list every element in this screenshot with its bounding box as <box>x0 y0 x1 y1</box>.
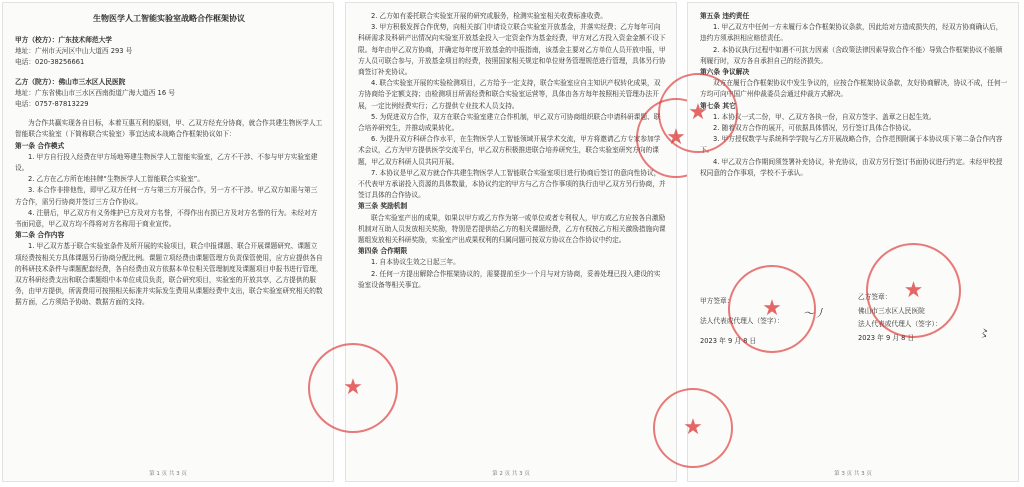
page-3-footer: 第 3 页 共 3 页 <box>834 471 872 477</box>
page-2-content <box>358 11 666 291</box>
party-b-signature: 〻 <box>978 327 989 340</box>
section-4-item-1: 1. 自本协议生效之日起三年。 <box>371 258 460 267</box>
section-2-item-4: 4. 联合实验室开展的实验检测项目，乙方给予一定支持，联合实验室应自主知识产权转化成果，双方协商给予定额支持；由检测项目所需经费和联合实验室运营等，具体由各方每年按照相关管理办法开展，一定比例经费实行；乙方提供专业技术人员支持。 <box>358 79 661 110</box>
page-2-footer: 第 2 页 共 3 页 <box>492 471 530 477</box>
section-7-item-4: 4. 甲乙双方合作期间须签署补充协议，补充协议，由双方另行签订书面协议进行约定。未经甲校授权同意的合作事项，学校不予承认。 <box>700 157 1003 177</box>
section-5-item-2: 2. 本协议执行过程中如遇不可抗力因素（含政策法律因素导致合作不能）导致合作框架协议不能顺利履行时，双方各自承担自己的经济损失。 <box>700 45 1003 65</box>
document-title: 生物医学人工智能实验室战略合作框架协议 <box>93 14 245 23</box>
section-2-item-6: 6. 为提升双方科研合作水平，在生物医学人工智能领域开展学术交流，甲方将邀请乙方专家参加学术会议，乙方为甲方提供医学交流平台，甲乙双方积极推进联合培养研究生，联合实验室研究方向的课题，甲乙双方科研人员共同开展。 <box>358 135 661 166</box>
section-2-item-3: 3. 甲方积极发挥合作优势，向相关部门申请设立联合实验室开放基金，并落实经费；乙方每年可向科研需求及科研产出情况向实验室开放基金投入一定资金作为基金经费，甲方对乙方投入资金金额不设下限。每年由甲乙双方协商，并确定每年度开放基金的申报指南，该基金主要对乙方单位人员开放申报，甲方人员可联合参与，开放基金项目的经费，按照国家相关规定和单位财务管理规范进行管理，具体另行协商签订补充协议。 <box>358 23 666 77</box>
section-3-item-1: 联合实验室产出的成果，如果以甲方或乙方作为第一或单位或者专利权人，甲方或乙方应按各自激励机制对互助人员发放相关奖励，特别是若提供给乙方的相关课题经费，乙方有权按乙方相关激励措施向课题组发放相关科研奖励，实验室产出成果权利的归属问题可按双方协议在合作协议中约定。 <box>358 213 666 245</box>
party-b-representative-label: 法人代表或代理人（签字）： <box>858 320 942 328</box>
page-1 <box>2 2 334 482</box>
section-2-item-5: 5. 为促进双方合作，双方在联合实验室建立合作机制，甲乙双方可协商组织联合申请科研课题、联合培养研究生，并推动成果转化。 <box>358 112 661 133</box>
page-3-content <box>700 11 1008 179</box>
section-6-item-1: 双方在履行合作框架协议中发生争议的，应按合作框架协议条款，友好协商解决，协议不成，任何一方均可向中国广州仲裁委员会通过仲裁方式解决。 <box>700 79 1008 99</box>
section-3-title: 第三条 奖励机制 <box>358 202 408 211</box>
section-7-item-1: 1. 本协议一式二份，甲、乙双方各执一份，自双方签字、盖章之日起生效。 <box>713 112 936 121</box>
party-b-phone: 电话：0757-87813229 <box>15 100 89 109</box>
party-b-seal-label: 乙方签章： <box>858 293 892 301</box>
seal-stamp-edge: ★ <box>636 98 716 178</box>
section-1-item-4: 4. 注册后，甲乙双方有义务维护已方及对方名誉，不得作出有损已方及对方名誉的行为。未经对方书面同意，甲乙双方均不得将对方名称用于商业宣传。 <box>15 208 318 229</box>
section-1-item-3: 3. 本合作非排他性，即甲乙双方任何一方与第三方开展合作，另一方不干涉。甲乙双方如需与第三方合作，需另行协商并签订三方合作协议。 <box>15 186 318 206</box>
section-7-title: 第七条 其它 <box>700 101 736 110</box>
section-1-item-1: 1. 甲方自行投入经费在甲方场地筹建生物医学人工智能实验室，乙方不干涉、不参与甲方实验室建设。 <box>15 152 318 173</box>
section-2-item-7: 7. 本协议是甲乙双方就合作共建生物医学人工智能联合实验室项目进行协商后签订的意向性协议，不代表甲方承诺投入资源的具体数量，本协议约定的甲方与乙方合作事项的执行由甲乙双方另行协商，并签订具体的合作协议。 <box>358 168 666 200</box>
party-a-date: 2023 年 9 月 8 日 <box>700 337 757 345</box>
section-2-title: 第二条 合作内容 <box>15 231 65 240</box>
party-a-official-seal: ★ <box>728 265 816 353</box>
seal-stamp-bottom-edge: ★ <box>653 388 733 468</box>
party-a-seal-label: 甲方签章： <box>700 297 734 305</box>
party-a-representative-label: 法人代表或代理人（签字）： <box>700 317 784 325</box>
section-1-title: 第一条 合作模式 <box>15 141 65 150</box>
section-4-title: 第四条 合作期限 <box>358 247 408 256</box>
party-b-name: 乙方（院方）：佛山市三水区人民医院 <box>15 77 126 86</box>
section-7-item-3: 3. 甲方授权数学与系统科学学院与乙方开展战略合作，合作范围附属于本协议项下第二条合作内容下。 <box>700 135 1003 155</box>
seal-stamp-left-edge: ★ <box>658 73 738 153</box>
section-7-item-2: 2. 随着双方合作的展开，可依据具体情况，另行签订具体合作协议。 <box>713 124 916 133</box>
party-b-date: 2023 年 9 月 8 日 <box>858 333 915 342</box>
section-5-title: 第五条 违约责任 <box>700 12 750 20</box>
section-6-title: 第六条 争议解决 <box>700 68 750 77</box>
page-1-content <box>15 11 323 309</box>
section-5-item-1: 1. 甲乙双方中任何一方未履行本合作框架协议条款，因此给对方造成损失的，经双方协商确认后，违约方须承担相应赔偿责任。 <box>700 23 1003 43</box>
party-b-org-name: 佛山市三水区人民医院 <box>858 306 925 315</box>
section-2-item-2: 2. 乙方如有委托联合实验室开展的研究或服务，检测实验室相关收费标准收费。 <box>371 12 607 20</box>
page-2 <box>343 2 686 482</box>
seal-stamp-partial: ★ <box>308 343 398 433</box>
page-3 <box>683 2 1019 482</box>
party-a-phone: 电话：020-38256661 <box>15 58 85 67</box>
party-a-signature: 〜丿 <box>803 307 825 320</box>
party-b-address: 地址：广东省佛山市三水区西南街道广海大道西 16 号 <box>15 88 175 97</box>
section-4-item-2: 2. 任何一方提出解除合作框架协议的，需要提前至少一个月与对方协商，妥善处理已投入建设的实验室设备等相关事宜。 <box>358 269 661 289</box>
party-a-address: 地址：广州市天河区中山大道西 293 号 <box>15 47 133 56</box>
section-1-item-2: 2. 乙方在乙方所在地挂牌“生物医学人工智能联合实验室”。 <box>28 175 204 184</box>
intro-paragraph: 为合作共赢实现各自目标，本着互惠互利的原则，甲、乙双方经充分协商，就合作共建生物医学人工智能联合实验室（下简称联合实验室）事宜达成本战略合作框架协议如下： <box>15 119 323 139</box>
page-1-footer: 第 1 页 共 3 页 <box>149 471 187 477</box>
section-2-item-1: 1. 甲乙双方基于联合实验室条件及所开展的实验项目，联合申报课题、联合开展课题研究、课题立项经费按相关方具体课题另行协商分配比例。课题立项经费由课题管理方负责保管使用，应方应提供各自的科研技术条件与课题配套经费，各自经费由双方依据本单位相关管理制度及课题项目申报书进行管理，双方科研经费支出和联合课题组中本单位成员负责，联合研究项目，实验室的开放共享，乙方提供的服务，由甲方提供，所需费用可按照相关标准并实际发生费用从课题经费中支出，联合实验室研究相关的数据方面，乙方须给予协助、数据方面的支持。 <box>15 242 323 307</box>
party-a-name: 甲方（校方）：广东技术师范大学 <box>15 36 112 44</box>
party-b-official-seal: ★ <box>866 243 961 338</box>
